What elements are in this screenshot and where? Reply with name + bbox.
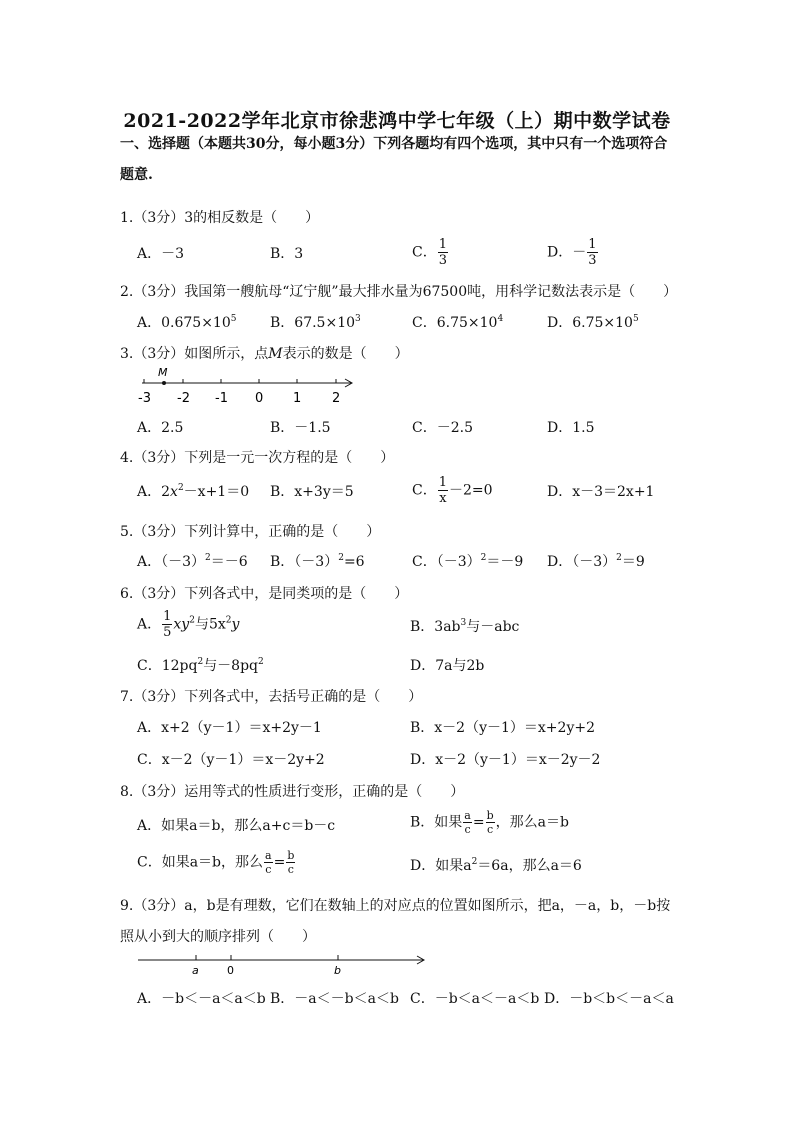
section-heading-line2: 题意.	[120, 167, 153, 183]
question-5-options	[137, 551, 697, 581]
option-d: D．如果$a^2=6a$，那么a＝6	[410, 857, 582, 874]
tick-label: 1	[293, 391, 302, 406]
option-b: B．$3ab^3$与－abc	[410, 618, 520, 635]
option-c: C．$(-3)^2=-9$	[412, 553, 524, 570]
option-c: C．－b＜a＜－a＜b	[410, 991, 540, 1007]
label-zero: 0	[227, 964, 234, 977]
question-1: 1.（3分）3的相反数是（ ）	[120, 210, 320, 226]
option-c: C． $\frac{1}{x}$ －2=0	[412, 475, 493, 506]
option-a: A．$0.675\times 10^5$	[137, 314, 237, 331]
question-3: 3.（3分）如图所示，点M表示的数是（ ）	[120, 346, 409, 362]
option-d: D．x－3＝2x+1	[547, 484, 655, 500]
number-line-ticks	[144, 379, 336, 383]
option-b: B．$(-3)^2=6$	[270, 553, 365, 570]
option-d: D．－b＜b＜－a＜a	[544, 991, 674, 1007]
question-3-options	[137, 417, 697, 447]
question-9-line1: 9.（3分）a，b是有理数，它们在数轴上的对应点的位置如图所示，把a，－a，b，－b按	[120, 898, 671, 914]
option-d: D．x－2（y－1）＝x－2y－2	[410, 752, 601, 768]
tick-label: 0	[255, 391, 264, 406]
option-b: B．－a＜－b＜a＜b	[270, 991, 399, 1007]
option-b: B．－1.5	[270, 420, 331, 436]
option-d: D．$(-3)^2=9$	[547, 553, 645, 570]
label-a: a	[192, 964, 199, 977]
option-b: B．3	[270, 246, 304, 262]
option-a: A．x+2（y－1）＝x+2y－1	[137, 720, 322, 736]
option-c: C．如果a＝b，那么 $\frac{a}{c}$ = $\frac{b}{c}$	[137, 849, 295, 876]
tick-label: -1	[215, 391, 228, 406]
option-a: A． $\frac{1}{5}$ $xy^2$与$5x^2y$	[137, 609, 240, 640]
option-c: C．x－2（y－1）＝x－2y+2	[137, 752, 325, 768]
question-2-options	[137, 312, 697, 342]
question-6: 6.（3分）下列各式中，是同类项的是（ ）	[120, 586, 409, 602]
option-a: A．－b＜－a＜a＜b	[137, 991, 266, 1007]
fraction: $\frac{a}{c}$	[265, 849, 272, 876]
question-9-options	[137, 988, 697, 1018]
fraction: $\frac{1}{3}$	[438, 237, 447, 268]
question-1-options	[137, 238, 697, 268]
question-6-options-row1	[137, 610, 697, 640]
question-4-options	[137, 476, 697, 506]
number-line-figure	[130, 366, 370, 406]
tick-label: -3	[138, 391, 151, 406]
section-heading-line1: 一、选择题（本题共30分，每小题3分）下列各题均有四个选项，其中只有一个选项符合	[120, 136, 668, 152]
option-d: D．1.5	[547, 420, 595, 436]
option-c: C．－2.5	[412, 420, 473, 436]
question-5: 5.（3分）下列计算中，正确的是（ ）	[120, 524, 381, 540]
point-m-label: M	[158, 366, 168, 379]
question-9-line2: 照从小到大的顺序排列（ ）	[120, 929, 316, 945]
question-7-options-row2	[137, 749, 697, 779]
option-a: A．－3	[137, 246, 185, 262]
option-c: C．$6.75\times 10^4$	[412, 314, 504, 331]
section-heading	[120, 129, 680, 191]
option-a: A．如果a＝b，那么a+c＝b－c	[137, 818, 336, 834]
fraction: $\frac{b}{c}$	[486, 809, 494, 836]
question-7-options-row1	[137, 717, 697, 747]
question-6-options-row2	[137, 655, 697, 685]
option-b: B．x+3y＝5	[270, 484, 354, 500]
tick-label: 2	[332, 391, 341, 406]
option-a: A．2.5	[137, 420, 184, 436]
fraction: $\frac{a}{c}$	[464, 809, 471, 836]
question-2: 2.（3分）我国第一艘航母“辽宁舰”最大排水量为67500吨，用科学记数法表示是（ ）	[120, 284, 678, 300]
option-b: B．$67.5\times 10^3$	[270, 314, 361, 331]
question-8-options-row2	[137, 850, 697, 880]
option-c: C． $\frac{1}{3}$	[412, 237, 447, 268]
question-7: 7.（3分）下列各式中，去括号正确的是（ ）	[120, 689, 423, 705]
page-title: 2021-2022学年北京市徐悲鸿中学七年级（上）期中数学试卷	[123, 110, 671, 132]
label-b: b	[334, 964, 341, 977]
option-a: A．$2x^2-x+1=0$	[137, 483, 250, 500]
question-8-options-row1	[137, 810, 697, 840]
fraction: $\frac{1}{x}$	[438, 475, 447, 506]
option-d: D．$6.75\times 10^5$	[547, 314, 639, 331]
fraction: $\frac{1}{5}$	[163, 609, 172, 640]
fraction: $\frac{1}{3}$	[588, 237, 597, 268]
number-line-figure-2	[134, 951, 434, 981]
option-c: C．$12pq^2$与$-8pq^2$	[137, 657, 264, 674]
option-d: D．7a与2b	[410, 658, 485, 674]
option-b: B．如果 $\frac{a}{c}$ = $\frac{b}{c}$ ，那么a＝b	[410, 809, 569, 836]
option-a: A．$(-3)^2=-6$	[137, 553, 248, 570]
tick-label: -2	[177, 391, 190, 406]
fraction: $\frac{b}{c}$	[287, 849, 295, 876]
option-b: B．x－2（y－1）＝x+2y+2	[410, 720, 595, 736]
point-m	[162, 381, 166, 385]
question-8: 8.（3分）运用等式的性质进行变形，正确的是（ ）	[120, 784, 465, 800]
question-4: 4.（3分）下列是一元一次方程的是（ ）	[120, 450, 395, 466]
option-d: D．－ $\frac{1}{3}$	[547, 237, 597, 268]
